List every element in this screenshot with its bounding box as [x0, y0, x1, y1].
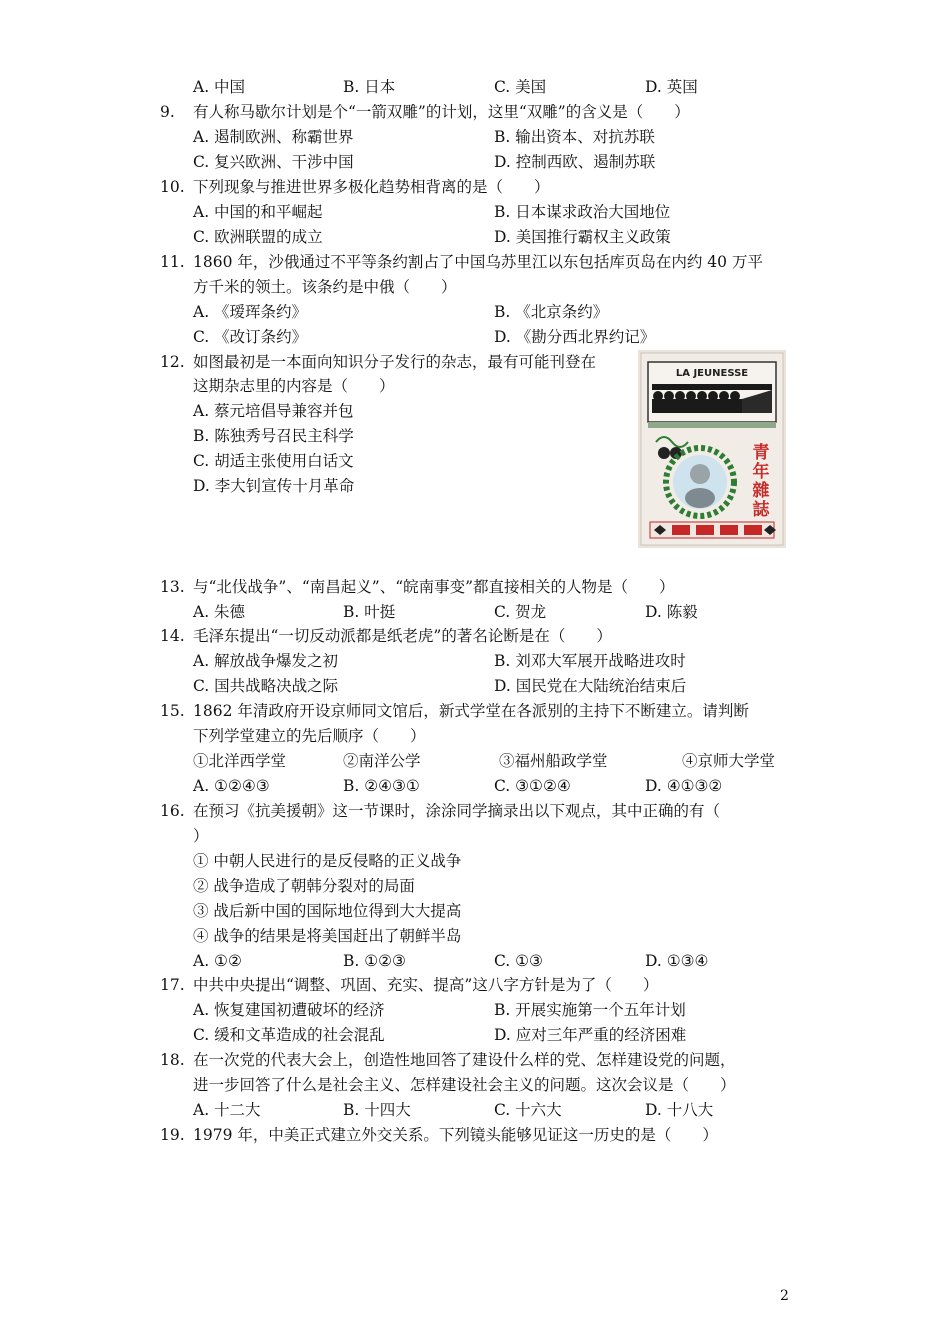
cover-masthead: LA JEUNESSE [675, 368, 749, 379]
q11-option-c: C. 《改订条约》 [193, 328, 308, 346]
q11-number: 11. [160, 253, 185, 271]
q10-stem: 下列现象与推进世界多极化趋势相背离的是（ ） [193, 178, 550, 196]
q13-option-a: A. 朱德 [193, 603, 246, 621]
q13-option-d: D. 陈毅 [645, 603, 698, 621]
q10-option-d: D. 美国推行霸权主义政策 [494, 228, 671, 246]
q16-item-3: ③ 战后新中国的国际地位得到大大提高 [193, 902, 462, 920]
q15-item-2: ②南洋公学 [343, 752, 421, 770]
q11-stem-line1: 1860 年，沙俄通过不平等条约割占了中国乌苏里江以东包括库页岛在内约 40 万平 [193, 253, 763, 271]
q15-option-c: C. ③①②④ [494, 777, 571, 795]
q9-option-a: A. 遏制欧洲、称霸世界 [193, 128, 354, 146]
q17-option-b: B. 开展实施第一个五年计划 [494, 1001, 686, 1019]
q15-item-3: ③福州船政学堂 [499, 752, 608, 770]
magazine-cover-image [638, 350, 786, 548]
q17-option-a: A. 恢复建国初遭破坏的经济 [193, 1001, 385, 1019]
q16-item-1: ① 中朝人民进行的是反侵略的正义战争 [193, 852, 462, 870]
q16-item-4: ④ 战争的结果是将美国赶出了朝鲜半岛 [193, 927, 462, 945]
q11-stem-line2: 方千米的领土。该条约是中俄（ ） [193, 278, 457, 296]
q9-option-b: B. 输出资本、对抗苏联 [494, 128, 655, 146]
q15-option-d: D. ④①③② [645, 777, 723, 795]
q18-number: 18. [160, 1051, 185, 1069]
q16-option-d: D. ①③④ [645, 952, 709, 970]
q13-stem: 与“北伐战争”、“南昌起义”、“皖南事变”都直接相关的人物是（ ） [193, 578, 675, 596]
q15-number: 15. [160, 702, 185, 720]
q13-option-b: B. 叶挺 [343, 603, 396, 621]
q15-option-a: A. ①②④③ [193, 777, 270, 795]
q12-option-d: D. 李大钊宣传十月革命 [193, 477, 355, 495]
q10-option-b: B. 日本谋求政治大国地位 [494, 203, 671, 221]
q14-stem: 毛泽东提出“一切反动派都是纸老虎”的著名论断是在（ ） [193, 627, 612, 645]
q16-number: 16. [160, 802, 185, 820]
q15-option-b: B. ②④③① [343, 777, 420, 795]
q16-option-a: A. ①② [193, 952, 242, 970]
q8-option-d: D. 英国 [645, 78, 698, 96]
q15-item-4: ④京师大学堂 [682, 752, 776, 770]
q15-item-1: ①北洋西学堂 [193, 752, 287, 770]
q11-option-b: B. 《北京条约》 [494, 303, 609, 321]
q18-option-a: A. 十二大 [193, 1101, 261, 1119]
q15-stem-line1: 1862 年清政府开设京师同文馆后，新式学堂在各派别的主持下不断建立。请判断 [193, 702, 749, 720]
q9-stem: 有人称马歇尔计划是个“一箭双雕”的计划，这里“双雕”的含义是（ ） [193, 103, 690, 121]
q18-option-d: D. 十八大 [645, 1101, 714, 1119]
q12-number: 12. [160, 353, 185, 371]
q12-option-b: B. 陈独秀号召民主科学 [193, 427, 354, 445]
q10-option-a: A. 中国的和平崛起 [193, 203, 323, 221]
cover-title-char-4: 誌 [752, 500, 770, 520]
q19-stem: 1979 年，中美正式建立外交关系。下列镜头能够见证这一历史的是（ ） [193, 1126, 718, 1144]
q16-option-b: B. ①②③ [343, 952, 406, 970]
q17-option-c: C. 缓和文革造成的社会混乱 [193, 1026, 385, 1044]
q19-number: 19. [160, 1126, 185, 1144]
q16-item-2: ② 战争造成了朝韩分裂对的局面 [193, 877, 415, 895]
cover-title-char-2: 年 [752, 462, 770, 482]
q13-option-c: C. 贺龙 [494, 603, 547, 621]
q14-option-c: C. 国共战略决战之际 [193, 677, 339, 695]
q10-number: 10. [160, 178, 185, 196]
q18-option-b: B. 十四大 [343, 1101, 411, 1119]
q17-option-d: D. 应对三年严重的经济困难 [494, 1026, 687, 1044]
q12-option-c: C. 胡适主张使用白话文 [193, 452, 354, 470]
q16-stem-line2: ） [193, 827, 209, 845]
q9-option-d: D. 控制西欧、遏制苏联 [494, 153, 656, 171]
q17-stem: 中共中央提出“调整、巩固、充实、提高”这八字方针是为了（ ） [193, 976, 659, 994]
q16-stem-line1: 在预习《抗美援朝》这一节课时，涂涂同学摘录出以下观点，其中正确的有（ [193, 802, 721, 820]
q18-option-c: C. 十六大 [494, 1101, 562, 1119]
q14-number: 14. [160, 627, 185, 645]
q11-option-a: A. 《瑷珲条约》 [193, 303, 308, 321]
q10-option-c: C. 欧洲联盟的成立 [193, 228, 323, 246]
q8-option-b: B. 日本 [343, 78, 396, 96]
cover-title-char-3: 雜 [752, 481, 770, 501]
q8-option-c: C. 美国 [494, 78, 547, 96]
q9-number: 9. [160, 103, 175, 121]
q9-option-c: C. 复兴欧洲、干涉中国 [193, 153, 354, 171]
q14-option-b: B. 刘邓大军展开战略进攻时 [494, 652, 686, 670]
page-number: 2 [780, 1288, 789, 1304]
q18-stem-line2: 进一步回答了什么是社会主义、怎样建设社会主义的问题。这次会议是（ ） [193, 1076, 736, 1094]
q13-number: 13. [160, 578, 185, 596]
magazine-cover-drawing [638, 350, 786, 548]
q11-option-d: D. 《勘分西北界约记》 [494, 328, 656, 346]
q12-option-a: A. 蔡元培倡导兼容并包 [193, 402, 354, 420]
cover-title-char-1: 青 [752, 443, 770, 463]
q12-stem-line2: 这期杂志里的内容是（ ） [193, 377, 395, 395]
q15-stem-line2: 下列学堂建立的先后顺序（ ） [193, 727, 426, 745]
q8-option-a: A. 中国 [193, 78, 246, 96]
q12-stem-line1: 如图最初是一本面向知识分子发行的杂志，最有可能刊登在 [193, 353, 597, 371]
q14-option-a: A. 解放战争爆发之初 [193, 652, 339, 670]
q18-stem-line1: 在一次党的代表大会上，创造性地回答了建设什么样的党、怎样建设党的问题， [193, 1051, 736, 1069]
q17-number: 17. [160, 976, 185, 994]
q16-option-c: C. ①③ [494, 952, 543, 970]
q14-option-d: D. 国民党在大陆统治结束后 [494, 677, 687, 695]
